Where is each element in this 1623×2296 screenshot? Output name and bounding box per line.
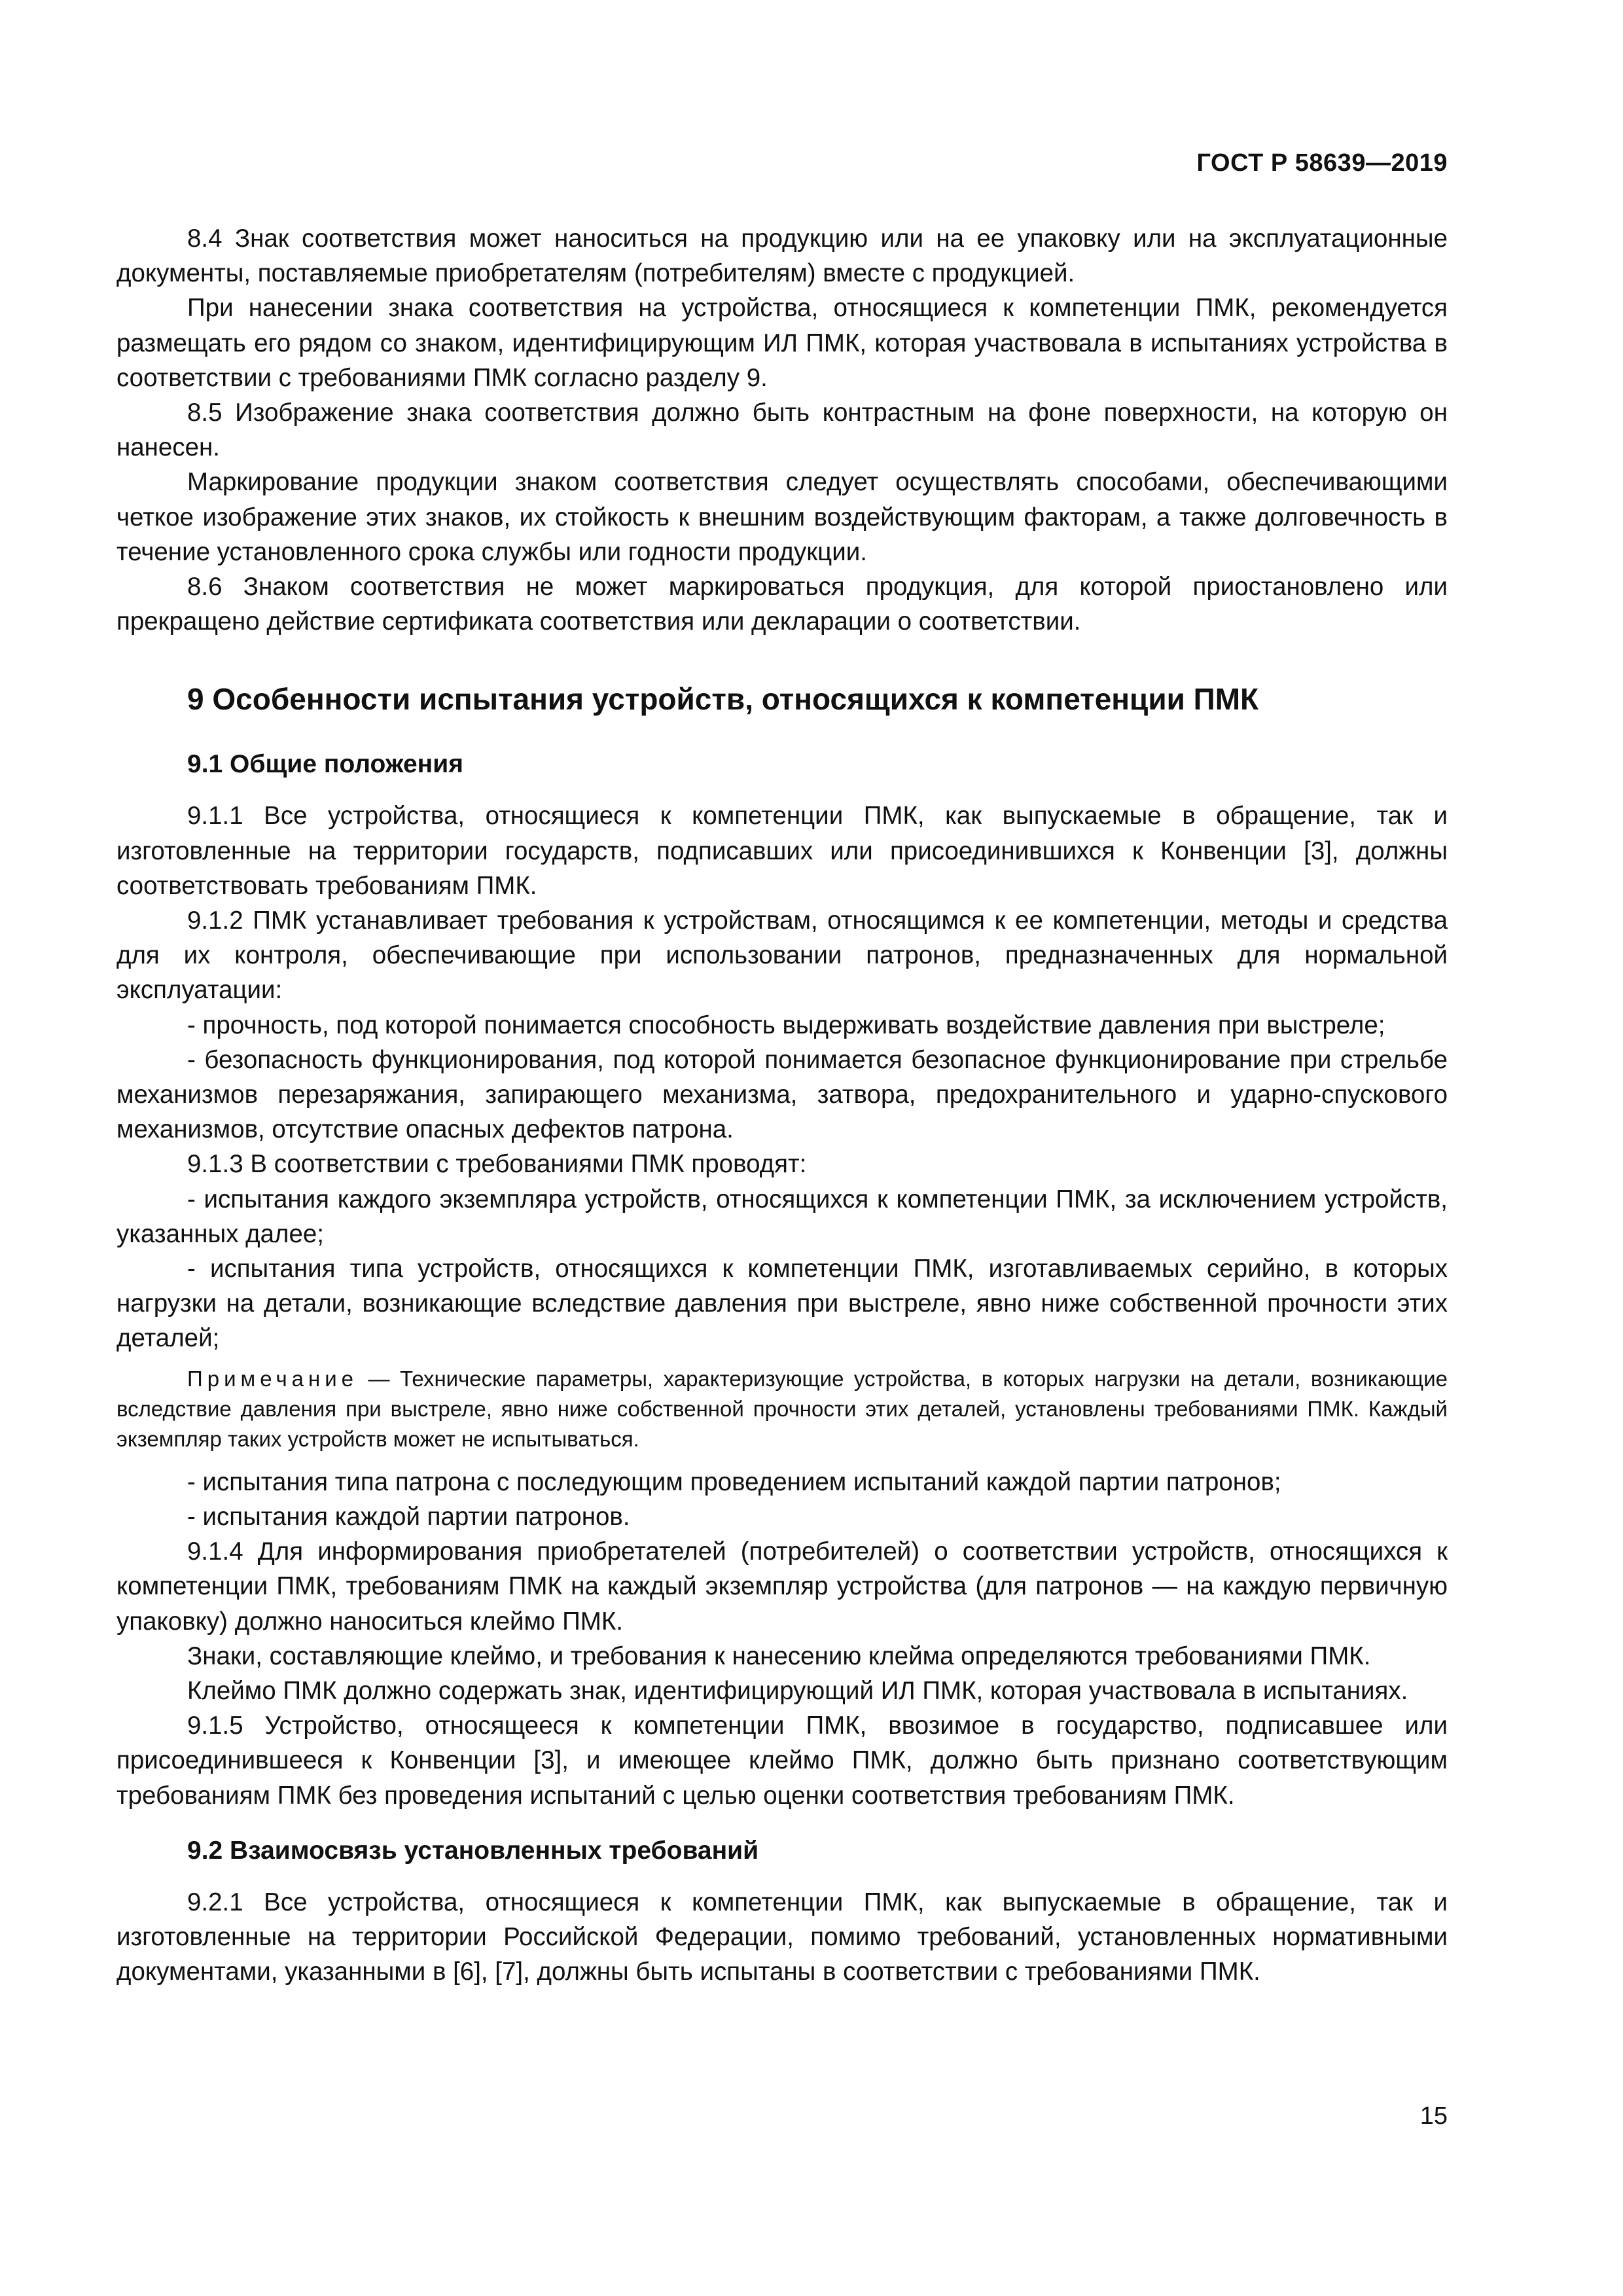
subsection-9-2-heading: 9.2 Взаимосвязь установленных требований bbox=[187, 1836, 759, 1865]
list-item-cartridge-batch-testing: - испытания каждой партии патронов. bbox=[187, 1502, 630, 1531]
list-item-safety: - безопасность функционирования, под которой понимается безопасное функционирование при стрельбе механизмов перезаряжания, запирающего механизма, затвора, предохранительного и ударно-спускового механизмов, отсутствие опасных дефектов патрона. bbox=[116, 1045, 1448, 1144]
document-body bbox=[116, 221, 1448, 1989]
paragraph-9-1-2: 9.1.2 ПМК устанавливает требования к устройствам, относящимся к ее компетенции, методы и средства для их контроля, обеспечивающие при использовании патронов, предназначенных для нормальной эксплуатации: bbox=[116, 906, 1448, 1005]
list-item-strength: - прочность, под которой понимается способность выдерживать воздействие давления при выстреле; bbox=[187, 1011, 1385, 1039]
paragraph-8-5: 8.5 Изображение знака соответствия должно быть контрастным на фоне поверхности, на которую он нанесен. bbox=[116, 399, 1448, 462]
paragraph-9-1-4-signs: Знаки, составляющие клеймо, и требования к нанесению клейма определяются требованиями ПМК. bbox=[187, 1641, 1371, 1670]
note-block bbox=[116, 1364, 1448, 1454]
note-text: — Технические параметры, характеризующие устройства, в которых нагрузки на детали, возникающие вследствие давления при выстреле, явно ниже собственной прочности этих деталей, установлены требованиями ПМК. Каждый экземпляр таких устройств может не испытываться. bbox=[116, 1366, 1448, 1451]
section-9-heading: 9 Особенности испытания устройств, относящихся к компетенции ПМК bbox=[187, 682, 1259, 717]
paragraph-8-6: 8.6 Знаком соответствия не может маркироваться продукция, для которой приостановлено или прекращено действие сертификата соответствия или декларации о соответствии. bbox=[116, 573, 1448, 636]
list-item-each-unit-testing: - испытания каждого экземпляра устройств, относящихся к компетенции ПМК, за исключением устройств, указанных далее; bbox=[116, 1185, 1448, 1248]
paragraph-9-1-5: 9.1.5 Устройство, относящееся к компетенции ПМК, ввозимое в государство, подписавшее или присоединившееся к Конвенции [3], и имеющее клеймо ПМК, должно быть признано соответствующим требованиям ПМК без проведения испытаний с целью оценки соответствия требованиям ПМК. bbox=[116, 1712, 1448, 1810]
paragraph-9-1-1: 9.1.1 Все устройства, относящиеся к компетенции ПМК, как выпускаемые в обращение, так и изготовленные на территории государств, подписавших или присоединившихся к Конвенции [3], должны соответствовать требованиям ПМК. bbox=[116, 802, 1448, 900]
paragraph-9-2-1: 9.2.1 Все устройства, относящиеся к компетенции ПМК, как выпускаемые в обращение, так и изготовленные на территории Российской Федерации, помимо требований, установленных нормативными документами, указанными в [6], [7], должны быть испытаны в соответствии с требованиями ПМК. bbox=[116, 1888, 1448, 1986]
paragraph-9-1-4-stamp: Клеймо ПМК должно содержать знак, идентифицирующий ИЛ ПМК, которая участвовала в испытаниях. bbox=[187, 1676, 1408, 1705]
note-label: Примечание bbox=[187, 1366, 359, 1391]
page-number: 15 bbox=[1419, 2102, 1448, 2130]
paragraph-9-1-3: 9.1.3 В соответствии с требованиями ПМК проводят: bbox=[187, 1150, 807, 1179]
subsection-9-1-heading: 9.1 Общие положения bbox=[187, 750, 463, 779]
paragraph-8-4-placement: При нанесении знака соответствия на устройства, относящиеся к компетенции ПМК, рекомендуется размещать его рядом со знаком, идентифицирующим ИЛ ПМК, которая участвовала в испытаниях устройства в соответствии с требованиями ПМК согласно разделу 9. bbox=[116, 294, 1448, 392]
paragraph-8-5-marking: Маркирование продукции знаком соответствия следует осуществлять способами, обеспечивающими четкое изображение этих знаков, их стойкость к внешним воздействующим факторам, а также долговечность в течение установленного срока службы или годности продукции. bbox=[116, 468, 1448, 566]
list-item-type-testing: - испытания типа устройств, относящихся к компетенции ПМК, изготавливаемых серийно, в которых нагрузки на детали, возникающие вследствие давления при выстреле, явно ниже собственной прочности этих деталей; bbox=[116, 1255, 1448, 1353]
document-code-header: ГОСТ Р 58639—2019 bbox=[1196, 149, 1448, 177]
paragraph-8-4: 8.4 Знак соответствия может наноситься на продукцию или на ее упаковку или на эксплуатационные документы, поставляемые приобретателям (потребителям) вместе с продукцией. bbox=[116, 224, 1448, 288]
list-item-cartridge-type-testing: - испытания типа патрона с последующим проведением испытаний каждой партии патронов; bbox=[187, 1467, 1281, 1496]
paragraph-9-1-4: 9.1.4 Для информирования приобретателей (потребителей) о соответствии устройств, относящихся к компетенции ПМК, требованиям ПМК на каждый экземпляр устройства (для патронов — на каждую первичную упаковку) должно наноситься клеймо ПМК. bbox=[116, 1537, 1448, 1636]
